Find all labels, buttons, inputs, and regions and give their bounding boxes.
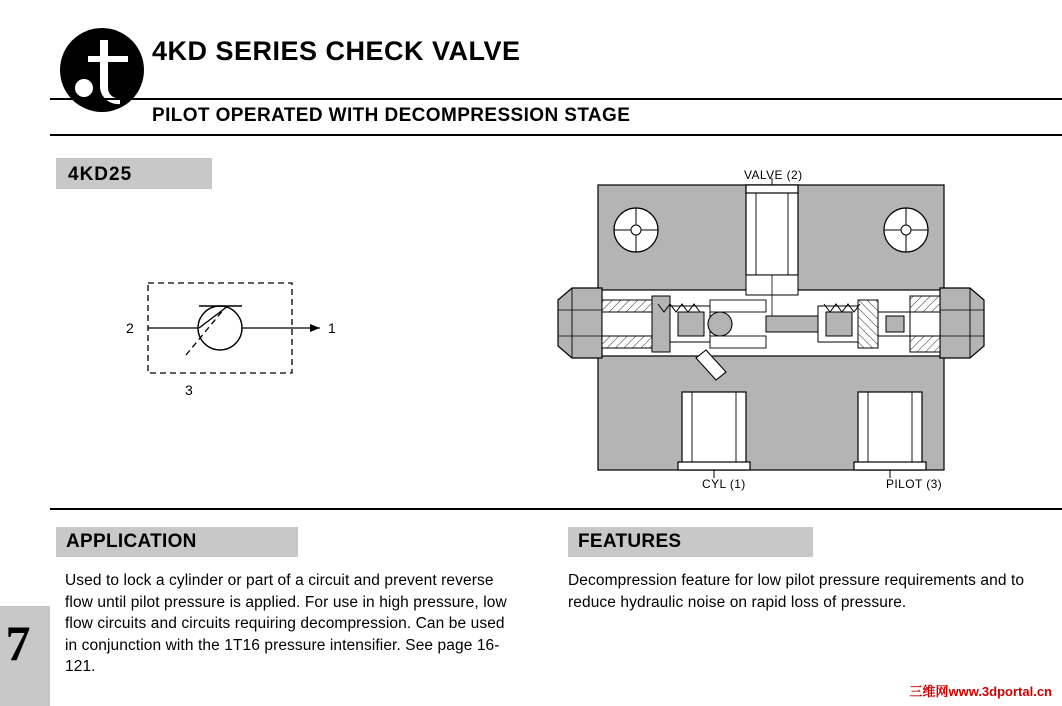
valve-sectional-drawing bbox=[540, 160, 1040, 505]
svg-text:1: 1 bbox=[328, 320, 336, 336]
watermark bbox=[909, 681, 1052, 700]
features-heading: FEATURES bbox=[578, 531, 682, 552]
page-number: 7 bbox=[5, 615, 31, 671]
check-valve-schematic-symbol bbox=[120, 265, 360, 400]
header-divider-bottom bbox=[50, 134, 1062, 136]
svg-text:3: 3 bbox=[185, 382, 193, 398]
watermark-url: www.3dportal.cn bbox=[948, 684, 1052, 699]
cutaway-label-pilot: PILOT (3) bbox=[886, 477, 943, 491]
features-text: Decompression feature for low pilot pressure requirements and to reduce hydraulic noise on rapid loss of pressure. bbox=[568, 572, 1025, 611]
application-text: Used to lock a cylinder or part of a circuit and prevent reverse flow until pilot pressure is applied. For use in high pressure, low flow circuits and circuits requiring decompression. Can be used in conjunction with the 1T16 pressure intensifier. See page 16-121. bbox=[65, 572, 507, 675]
cutaway-label-valve: VALVE (2) bbox=[744, 168, 803, 182]
crescent-logo-icon bbox=[58, 26, 146, 114]
cutaway-label-cyl: CYL (1) bbox=[702, 477, 746, 491]
page-title: 4KD SERIES CHECK VALVE bbox=[152, 36, 521, 66]
model-tag-label: 4KD25 bbox=[68, 164, 133, 185]
svg-text:2: 2 bbox=[126, 320, 134, 336]
section-divider bbox=[50, 508, 1062, 510]
header-divider-top bbox=[50, 98, 1062, 100]
application-heading: APPLICATION bbox=[66, 531, 197, 552]
watermark-cn: 三维网 bbox=[909, 684, 949, 699]
page-subtitle: PILOT OPERATED WITH DECOMPRESSION STAGE bbox=[152, 105, 631, 126]
